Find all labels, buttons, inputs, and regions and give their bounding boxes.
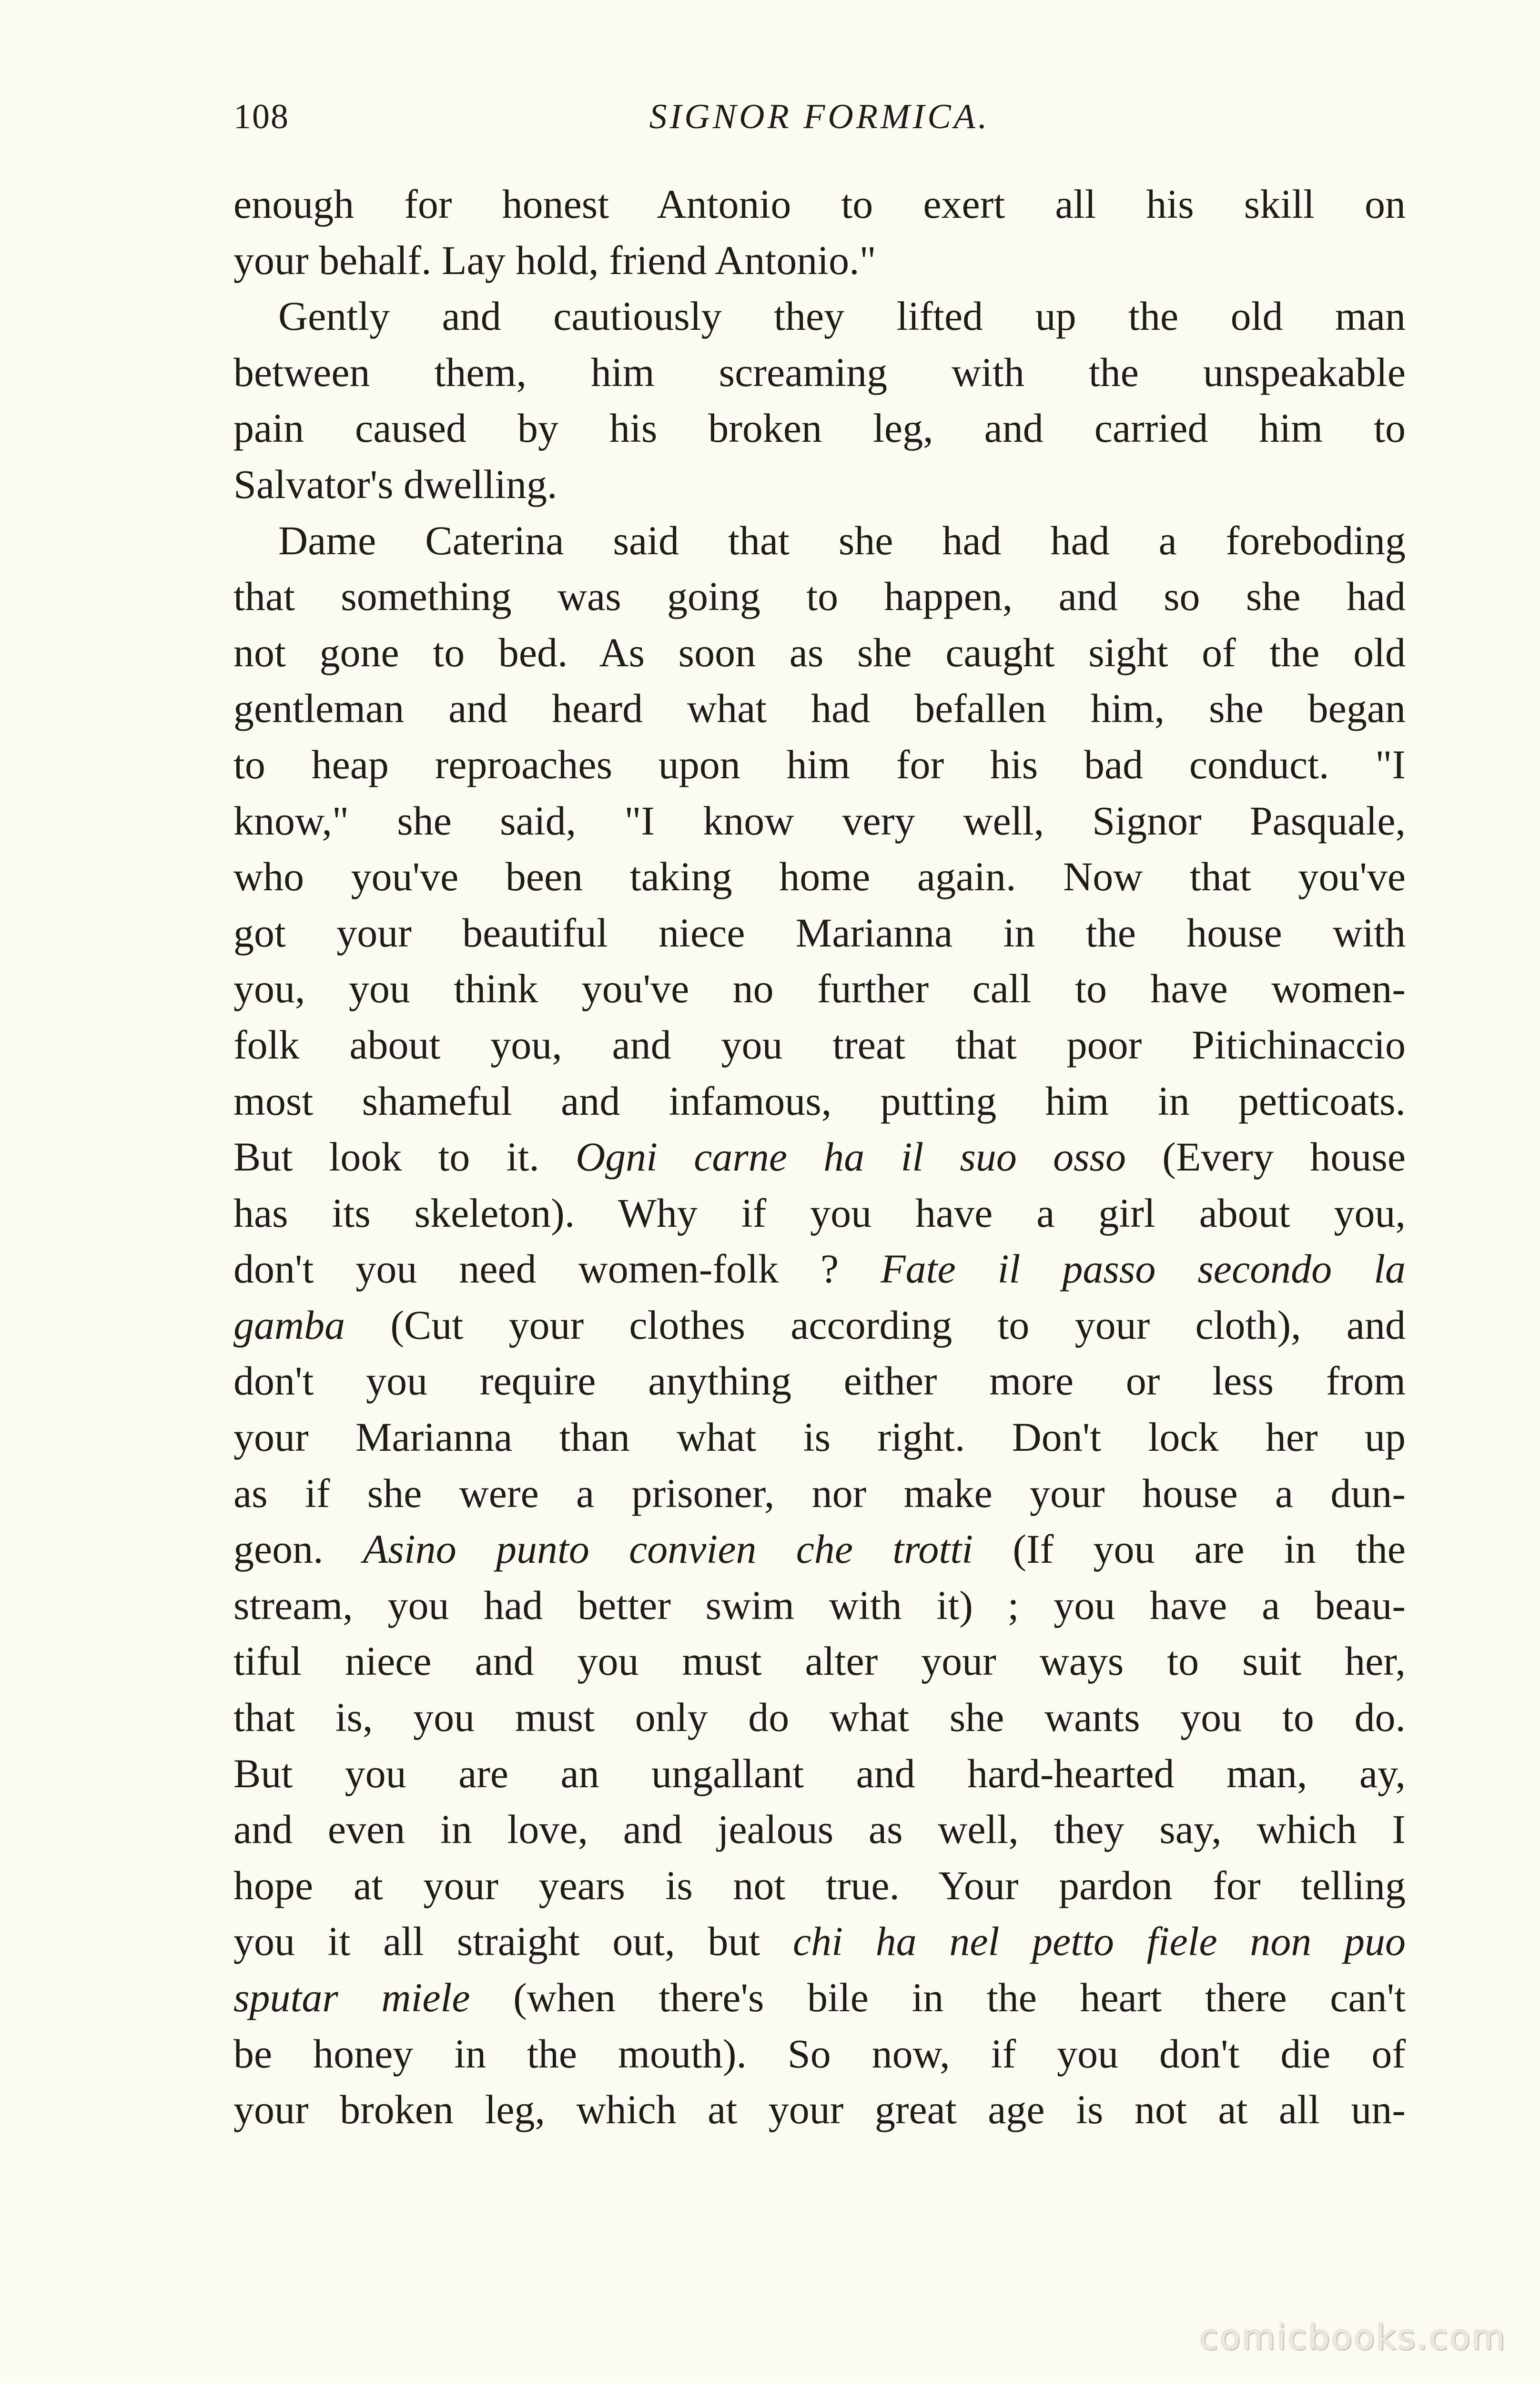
text-line: your Marianna than what is right. Don't lock her up [233,1414,1406,1460]
text-line: and even in love, and jealous as well, they say, which I [233,1806,1406,1853]
text-line: has its skeleton). Why if you have a girl about you, [233,1190,1406,1236]
italic-proverb: Asino punto convien che trotti [363,1526,973,1572]
text-line: stream, you had better swim with it) ; you have a beau- [233,1582,1406,1628]
text-line: gamba (Cut your clothes according to your cloth), and [233,1302,1406,1348]
italic-proverb: chi ha nel petto fiele non puo [792,1918,1406,1965]
italic-proverb: Fate il passo secondo la [881,1246,1406,1292]
page-number: 108 [233,97,289,136]
text-line: between them, him screaming with the unspeakable [233,349,1406,395]
running-title: SIGNOR FORMICA. [649,97,990,136]
italic-proverb: Ogni carne ha il suo osso [576,1134,1126,1180]
watermark-logo: comicbooks.com [1199,2317,1507,2357]
text-line: got your beautiful niece Marianna in the house with [233,909,1406,956]
text-line: don't you require anything either more or less from [233,1358,1406,1404]
text-line: be honey in the mouth). So now, if you don't die of [233,2030,1406,2077]
text-line: know," she said, "I know very well, Signor Pasquale, [233,797,1406,844]
text-line: hope at your years is not true. Your pardon for telling [233,1862,1406,1908]
text-line: your behalf. Lay hold, friend Antonio." [233,237,876,283]
text-line: that is, you must only do what she wants you to do. [233,1694,1406,1741]
text-line: gentleman and heard what had befallen him, she began [233,685,1406,732]
text-line: sputar miele (when there's bile in the heart there can't [233,1975,1406,2020]
body-text [233,176,1406,2138]
paragraph-start-line: Gently and cautiously they lifted up the old man [278,293,1406,339]
text-line: tiful niece and you must alter your ways to suit her, [233,1638,1406,1684]
text-line: enough for honest Antonio to exert all his skill on [233,181,1406,227]
text-line: not gone to bed. As soon as she caught sight of the old [233,629,1406,675]
text-line: don't you need women-folk ? Fate il passo secondo la [233,1246,1406,1292]
italic-proverb: sputar miele [233,1975,470,2020]
text-line: But look to it. Ogni carne ha il suo osso (Every house [233,1134,1406,1180]
text-line: who you've been taking home again. Now that you've [233,854,1406,900]
paragraph-start-line: Dame Caterina said that she had had a foreboding [278,517,1406,563]
text-line: you it all straight out, but chi ha nel petto fiele non puo [233,1918,1406,1965]
text-line: But you are an ungallant and hard-hearted man, ay, [233,1750,1406,1796]
running-head [233,91,1406,143]
text-line: geon. Asino punto convien che trotti (If you are in the [233,1526,1406,1572]
text-line: your broken leg, which at your great age is not at all un- [233,2087,1406,2133]
text-line: to heap reproaches upon him for his bad conduct. "I [233,741,1406,787]
text-line: most shameful and infamous, putting him in petticoats. [233,1078,1406,1124]
text-line: you, you think you've no further call to have women- [233,966,1406,1012]
italic-proverb: gamba [233,1302,345,1348]
text-line: that something was going to happen, and so she had [233,573,1406,620]
text-line: pain caused by his broken leg, and carried him to [233,405,1406,451]
text-line: Salvator's dwelling. [233,461,557,507]
text-line: as if she were a prisoner, nor make your house a dun- [233,1470,1406,1516]
text-line: folk about you, and you treat that poor Pitichinaccio [233,1021,1406,1068]
